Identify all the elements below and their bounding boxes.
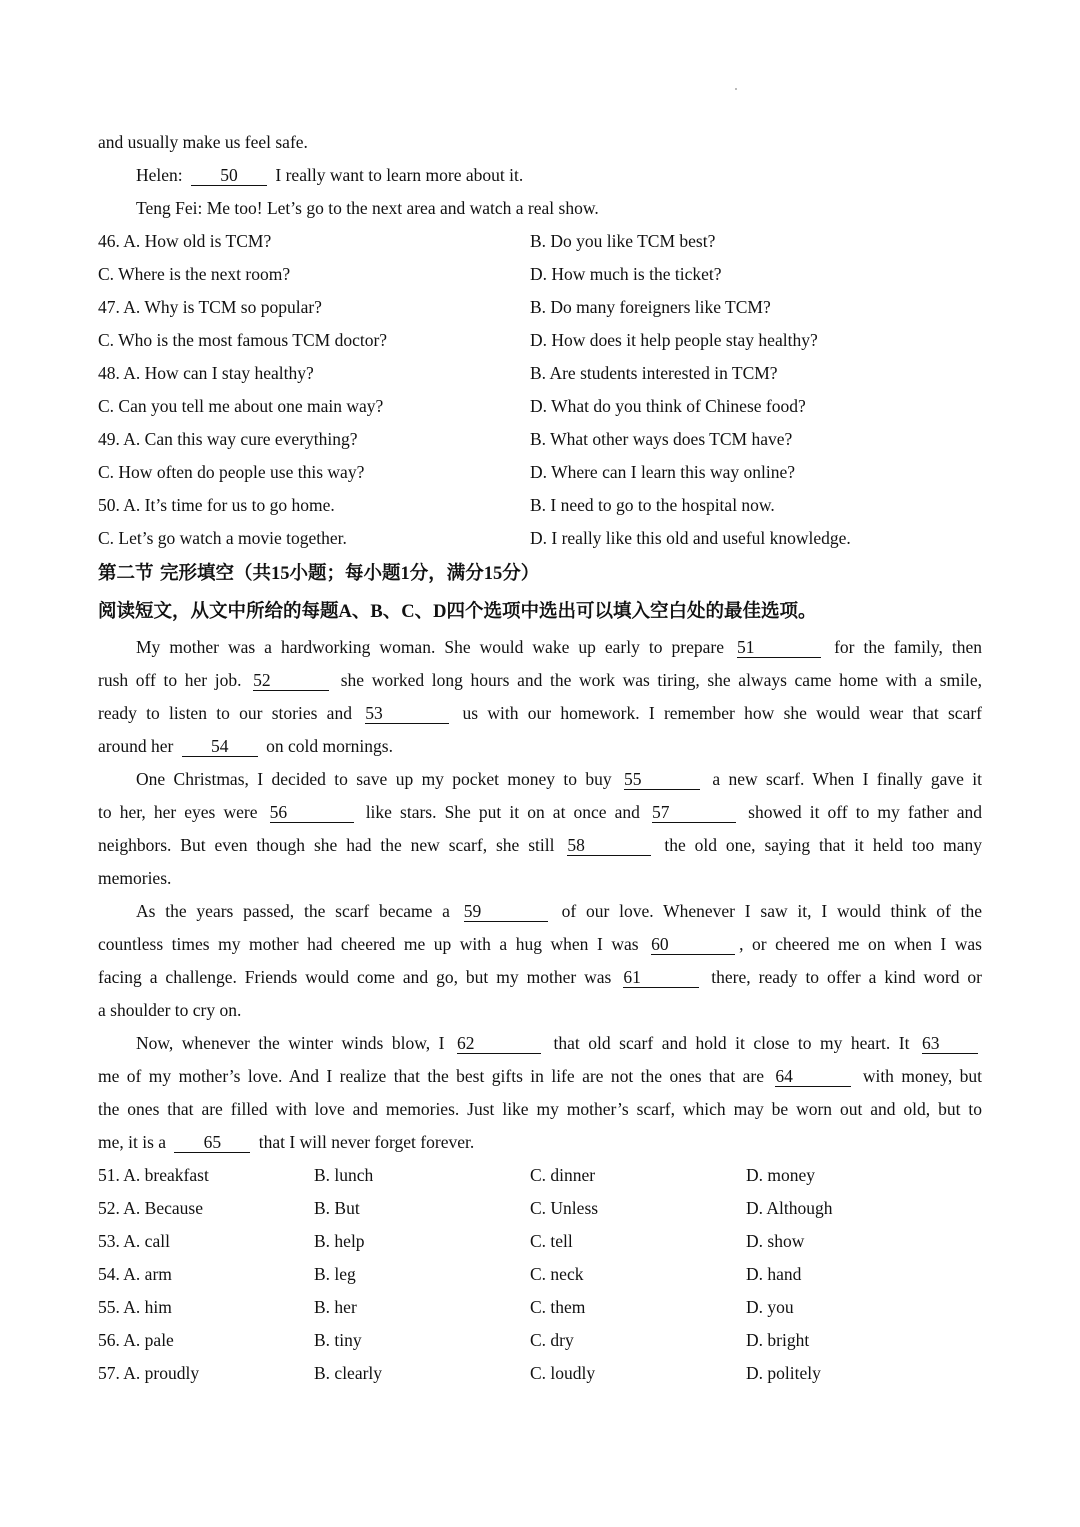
option-choice[interactable]: C. neck [530, 1264, 584, 1284]
option-choice[interactable]: C. Unless [530, 1198, 599, 1218]
option-row [98, 258, 982, 291]
option-choice[interactable]: C. Let’s go watch a movie together. [98, 528, 347, 548]
option-choice[interactable]: B. help [314, 1231, 365, 1251]
blank-64[interactable]: 64 [775, 1066, 851, 1087]
option-choice[interactable]: 48. A. How can I stay healthy? [98, 363, 314, 383]
option-row [98, 1192, 982, 1225]
option-row [98, 1225, 982, 1258]
option-choice[interactable]: B. lunch [314, 1165, 374, 1185]
option-choice[interactable]: C. Where is the next room? [98, 264, 291, 284]
option-choice[interactable]: B. Do many foreigners like TCM? [530, 297, 771, 317]
blank-56[interactable]: 56 [270, 802, 354, 823]
passage-line [98, 796, 982, 829]
option-choice[interactable]: B. Do you like TCM best? [530, 231, 716, 251]
section-title-text: 分） [502, 563, 540, 584]
dialogue-teng-line: Teng Fei: Me too! Let’s go to the next area and watch a real show. [136, 198, 599, 218]
passage-line [98, 730, 982, 763]
option-choice[interactable]: B. clearly [314, 1363, 383, 1383]
blank-59[interactable]: 59 [464, 901, 548, 922]
blank-58[interactable]: 58 [567, 835, 651, 856]
passage-text: a new scarf. When I finally gave it [712, 769, 982, 789]
option-row [98, 1324, 982, 1357]
passage-text: for the family, then [834, 637, 982, 657]
option-choice[interactable]: D. money [746, 1165, 816, 1185]
cloze-passage [98, 631, 982, 1159]
option-choice[interactable]: B. I need to go to the hospital now. [530, 495, 775, 515]
option-choice[interactable]: 55. A. him [98, 1297, 172, 1317]
passage-text: the old one, saying that it held too many [664, 835, 983, 855]
passage-text: neighbors. But even though she had the new scarf, she still [98, 835, 555, 855]
section-title [98, 555, 982, 593]
option-choice[interactable]: 50. A. It’s time for us to go home. [98, 495, 335, 515]
passage-text: , or cheered me on when I was [739, 934, 982, 954]
section-instructions [98, 593, 982, 631]
option-choice[interactable]: D. show [746, 1231, 805, 1251]
option-row [98, 456, 982, 489]
option-choice[interactable]: 49. A. Can this way cure everything? [98, 429, 358, 449]
option-choice[interactable]: 46. A. How old is TCM? [98, 231, 272, 251]
part2-options [98, 1159, 982, 1390]
option-choice[interactable]: D. How much is the ticket? [530, 264, 722, 284]
option-choice[interactable]: C. loudly [530, 1363, 596, 1383]
option-choice[interactable]: C. dinner [530, 1165, 596, 1185]
blank-63[interactable]: 63 [922, 1033, 978, 1054]
option-choice[interactable]: B. Are students interested in TCM? [530, 363, 778, 383]
option-choice[interactable]: D. Where can I learn this way online? [530, 462, 795, 482]
option-choice[interactable]: D. hand [746, 1264, 802, 1284]
option-choice[interactable]: 47. A. Why is TCM so popular? [98, 297, 322, 317]
blank-52[interactable]: 52 [253, 670, 329, 691]
option-row [98, 357, 982, 390]
option-choice[interactable]: D. politely [746, 1363, 821, 1383]
passage-line: a shoulder to cry on. [98, 1000, 242, 1020]
passage-text: me of my mother’s love. And I realize that the best gifts in life are not the ones that are [98, 1066, 764, 1086]
section-title-text: 小题；每小题 [289, 563, 401, 584]
blank-65[interactable]: 65 [174, 1132, 250, 1153]
passage-text: showed it off to my father and [748, 802, 983, 822]
blank-62[interactable]: 62 [457, 1033, 541, 1054]
passage-text: on cold mornings. [266, 736, 393, 756]
passage-line [98, 961, 982, 994]
passage-line [98, 928, 982, 961]
blank-57[interactable]: 57 [652, 802, 736, 823]
option-choice[interactable]: C. Can you tell me about one main way? [98, 396, 384, 416]
blank-50[interactable]: 50 [191, 165, 267, 186]
option-row [98, 423, 982, 456]
option-choice[interactable]: B. leg [314, 1264, 356, 1284]
passage-text: to her, her eyes were [98, 802, 258, 822]
passage-text: rush off to her job. [98, 670, 242, 690]
passage-text: ready to listen to our stories and [98, 703, 352, 723]
section-title-text: 分，满分 [409, 563, 484, 584]
option-row [98, 324, 982, 357]
option-row [98, 1258, 982, 1291]
dialogue-helen-line [98, 159, 982, 192]
option-choice[interactable]: C. Who is the most famous TCM doctor? [98, 330, 388, 350]
passage-text: that old scarf and hold it close to my heart. It [553, 1033, 910, 1053]
option-row [98, 1159, 982, 1192]
option-choice[interactable]: B. What other ways does TCM have? [530, 429, 793, 449]
passage-text: me, it is a [98, 1132, 167, 1152]
option-row [98, 1357, 982, 1390]
option-choice[interactable]: 53. A. call [98, 1231, 170, 1251]
blank-54[interactable]: 54 [182, 736, 258, 757]
passage-text: One Christmas, I decided to save up my pocket money to buy [136, 769, 612, 789]
passage-text: like stars. She put it on at once and [365, 802, 640, 822]
blank-53[interactable]: 53 [365, 703, 449, 724]
passage-text: that I will never forget forever. [258, 1132, 475, 1152]
option-choice[interactable]: D. you [746, 1297, 794, 1317]
option-row [98, 390, 982, 423]
option-row [98, 522, 982, 555]
instructions-text: 四个选项中选出可以填入空白处的最佳选项。 [446, 601, 817, 622]
option-choice[interactable]: D. Although [746, 1198, 833, 1218]
passage-line [98, 697, 982, 730]
instructions-text: 阅读短文，从文中所给的每题 [98, 601, 339, 622]
option-choice[interactable]: B. tiny [314, 1330, 362, 1350]
passage-text: My mother was a hardworking woman. She would wake up early to prepare [136, 637, 724, 657]
option-choice[interactable]: D. What do you think of Chinese food? [530, 396, 806, 416]
option-choice[interactable]: 51. A. breakfast [98, 1165, 209, 1185]
option-choice[interactable]: 57. A. proudly [98, 1363, 200, 1383]
option-row [98, 225, 982, 258]
passage-text: countless times my mother had cheered me up with a hug when I was [98, 934, 639, 954]
section-title-number: 1 [400, 564, 410, 584]
option-choice[interactable]: D. I really like this old and useful knowledge. [530, 528, 851, 548]
passage-line [98, 631, 982, 664]
passage-line [98, 763, 982, 796]
page-dot-mark [735, 88, 737, 90]
passage-line [98, 1060, 982, 1093]
section-title-text: 第二节 完形填空（共 [98, 563, 271, 584]
option-choice[interactable]: 54. A. arm [98, 1264, 172, 1284]
passage-line [98, 1027, 982, 1060]
blank-51[interactable]: 51 [737, 637, 821, 658]
blank-55[interactable]: 55 [624, 769, 700, 790]
option-choice[interactable]: B. her [314, 1297, 357, 1317]
passage-text: of our love. Whenever I saw it, I would think of the [561, 901, 983, 921]
passage-line: the ones that are filled with love and memories. Just like my mother’s scarf, which may be worn out and old, but to [98, 1099, 982, 1119]
part1-options [98, 225, 982, 555]
option-choice[interactable]: C. them [530, 1297, 586, 1317]
option-choice[interactable]: C. dry [530, 1330, 574, 1350]
section-title-number: 15 [270, 564, 290, 584]
section-title-number: 15 [483, 564, 503, 584]
passage-line: memories. [98, 868, 172, 888]
option-choice[interactable]: D. bright [746, 1330, 810, 1350]
passage-text: she worked long hours and the work was tiring, she always came home with a smile, [340, 670, 983, 690]
option-choice[interactable]: C. How often do people use this way? [98, 462, 365, 482]
passage-text: around her [98, 736, 174, 756]
speaker-helen: Helen: [136, 165, 183, 185]
exam-page [98, 126, 982, 1390]
passage-line [98, 1126, 982, 1159]
passage-text: there, ready to offer a kind word or [711, 967, 982, 987]
passage-line [98, 895, 982, 928]
option-choice[interactable]: 52. A. Because [98, 1198, 203, 1218]
passage-line [98, 664, 982, 697]
blank-61[interactable]: 61 [623, 967, 699, 988]
option-choice[interactable]: B. But [314, 1198, 360, 1218]
passage-text: As the years passed, the scarf became a [136, 901, 450, 921]
dialogue-text: I really want to learn more about it. [275, 165, 524, 185]
dialogue-line: and usually make us feel safe. [98, 132, 308, 152]
option-row [98, 291, 982, 324]
option-row [98, 1291, 982, 1324]
passage-text: facing a challenge. Friends would come and go, but my mother was [98, 967, 612, 987]
passage-line [98, 829, 982, 862]
option-row [98, 489, 982, 522]
passage-text: us with our homework. I remember how she would wear that scarf [462, 703, 983, 723]
option-choice[interactable]: C. tell [530, 1231, 573, 1251]
passage-text: Now, whenever the winter winds blow, I [136, 1033, 445, 1053]
blank-60[interactable]: 60 [651, 934, 735, 955]
instructions-letters: A、B、C、D [338, 602, 447, 622]
option-choice[interactable]: D. How does it help people stay healthy? [530, 330, 818, 350]
passage-text: with money, but [862, 1066, 982, 1086]
option-choice[interactable]: 56. A. pale [98, 1330, 174, 1350]
